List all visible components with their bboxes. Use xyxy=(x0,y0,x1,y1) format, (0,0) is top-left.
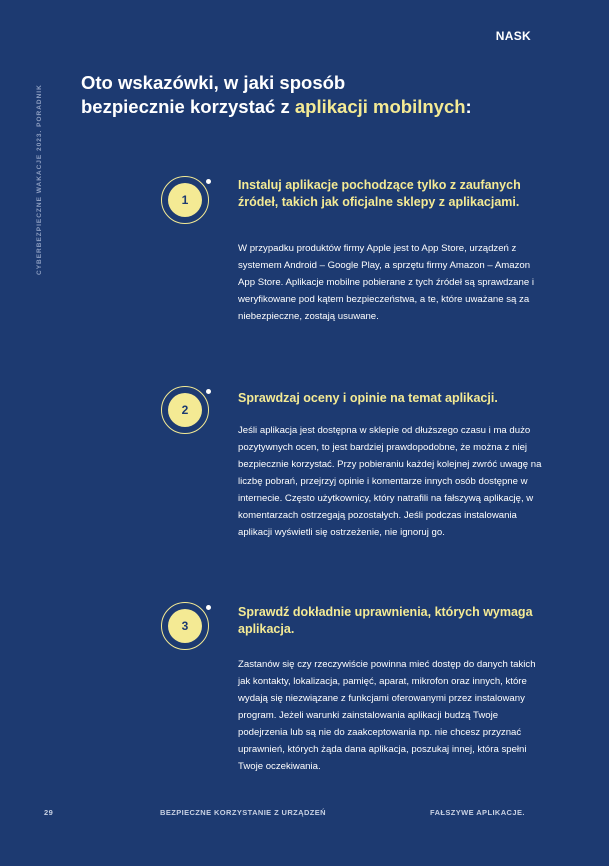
badge-dot-icon xyxy=(206,179,211,184)
tip-heading: Sprawdź dokładnie uprawnienia, których wymaga aplikacja. xyxy=(238,605,533,636)
tip-body: Jeśli aplikacja jest dostępna w sklepie od dłuższego czasu i ma dużo pozytywnych ocen, to jest bardziej prawdopodobne, że można z niej bezpiecznie korzystać. Przy pobieraniu każdej kolejnej zwróć uwagę na liczbę pobrań, przejrzyj opinie i komentarze innych osób dostępne w internecie. Często użytkownicy, który natrafili na fałszywą aplikację, w komentarzach ostrzegają pozostałych. Jeśli podczas instalowania aplikacji wyświetli się ostrzeżenie, nie ignoruj go. xyxy=(238,425,542,538)
nask-logo: NASK xyxy=(495,29,531,43)
badge-number: 1 xyxy=(168,183,202,217)
page-title xyxy=(81,71,551,119)
title-line-2-prefix: bezpiecznie korzystać z xyxy=(81,96,295,117)
side-guide-label: CYBERBEZPIECZNE WAKACJE 2023. PORADNIK xyxy=(36,84,43,275)
title-highlight: aplikacji mobilnych xyxy=(294,96,466,117)
tip-body: Zastanów się czy rzeczywiście powinna mieć dostęp do danych takich jak kontakty, lokalizacja, pamięć, aparat, mikrofon oraz innych, które wydają się niezwiązane z funkcjami oferowanymi przez instalowany program. Jeżeli warunki zainstalowania aplikacji budzą Twoje podejrzenia lub są nie do zaakceptowania np. nie chcesz przyznać uprawnień, których żąda dana aplikacja, poszukaj innej, która spełni Twoje oczekiwania. xyxy=(238,659,536,772)
footer-section: BEZPIECZNE KORZYSTANIE Z URZĄDZEŃ xyxy=(160,808,326,817)
footer-chapter: FAŁSZYWE APLIKACJE. xyxy=(430,808,525,817)
number-badge xyxy=(161,602,209,650)
tip-heading: Sprawdzaj oceny i opinie na temat aplikacji. xyxy=(238,391,498,405)
title-line-2-suffix: : xyxy=(465,96,472,117)
badge-dot-icon xyxy=(206,389,211,394)
badge-number: 2 xyxy=(168,393,202,427)
badge-dot-icon xyxy=(206,605,211,610)
tip-heading: Instaluj aplikacje pochodzące tylko z zaufanych źródeł, takich jak oficjalne sklepy z aplikacjami. xyxy=(238,178,521,209)
title-line-1: Oto wskazówki, w jaki sposób xyxy=(81,72,346,93)
page-number: 29 xyxy=(44,808,54,817)
tip-body: W przypadku produktów firmy Apple jest to App Store, urządzeń z systemem Android – Google Play, a sprzętu firmy Amazon – Amazon App Store. Aplikacje mobilne pobierane z tych źródeł są sprawdzane i weryfikowane pod kątem bezpieczeństwa, a te, które uważane są za niebezpieczne, zostają usuwane. xyxy=(238,243,534,322)
number-badge xyxy=(161,176,209,224)
badge-number: 3 xyxy=(168,609,202,643)
number-badge xyxy=(161,386,209,434)
